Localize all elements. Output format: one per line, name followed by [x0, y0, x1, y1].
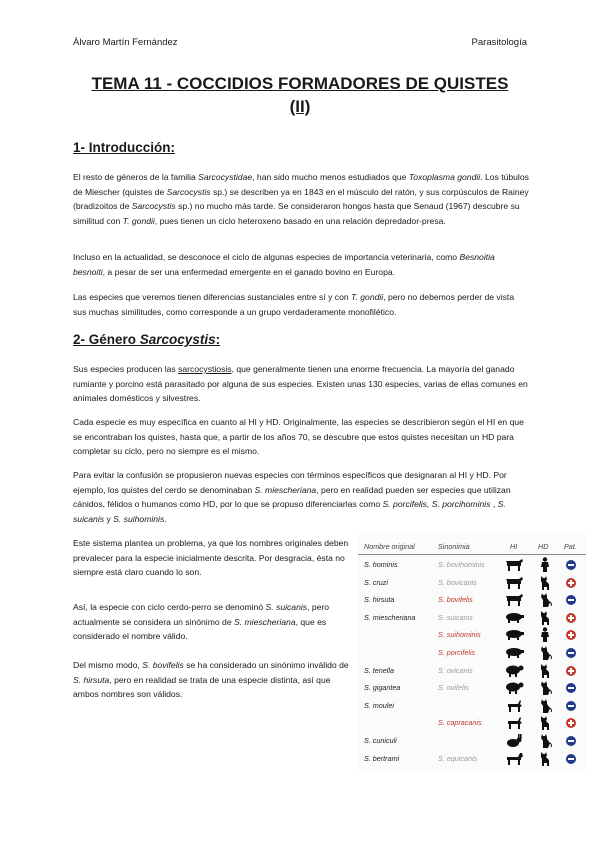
plus-circle-icon: [566, 630, 576, 640]
species-synonym: S. equicanis: [438, 753, 478, 763]
species-synonym: S. bovicanis: [438, 577, 477, 587]
pig-icon: [504, 611, 524, 624]
species-synonym: S. suihominis: [438, 630, 481, 640]
table-header: [358, 540, 586, 555]
species-synonym: S. capracanis: [438, 718, 482, 728]
species-table: [358, 534, 586, 770]
cat-icon: [538, 680, 552, 695]
pig-icon: [504, 628, 524, 641]
plus-circle-icon: [566, 666, 576, 676]
human-icon: [538, 627, 552, 642]
dog-icon: [538, 610, 552, 625]
sheep-icon: [504, 681, 524, 694]
sarco-paragraph-3: Para evitar la confusión se propusieron nuevas especies con términos específicos que designaran al HI y HD. Por ejemplo, los quistes del cerdo se denominaban S. miescheriana, pero en realidad pueden ser especies que utilizan cánidos, félidos o humanos como HD, por lo que se propuso diferenciarlas como S. porcifelis, S. porcihominis , S. suicanis y S. suihominis.: [73, 470, 511, 525]
subject: Parasitología: [471, 37, 527, 48]
species-name: S. hirsuta: [364, 595, 395, 605]
author: Álvaro Martín Fernández: [73, 37, 178, 48]
species-name: S. moulei: [364, 700, 394, 710]
table-row: [358, 732, 586, 750]
table-row: [358, 697, 586, 715]
cow-icon: [504, 576, 524, 589]
minus-circle-icon: [566, 736, 576, 746]
page-title: TEMA 11 - COCCIDIOS FORMADORES DE QUISTES (II): [91, 74, 509, 116]
human-icon: [538, 557, 552, 572]
species-name: S. cruzi: [364, 577, 388, 587]
species-name: S. miescheriana: [364, 612, 416, 622]
col-header-name: Nombre original: [364, 542, 415, 551]
dog-icon: [538, 751, 552, 766]
page-header: [73, 37, 527, 48]
species-name: S. gigantea: [364, 683, 401, 693]
goat-icon: [504, 699, 524, 712]
sarco-paragraph-5: Así, la especie con ciclo cerdo-perro se denominó S. suicanis, pero actualmente se considera un sinónimo de S. miescheriana, que es considerado el nombre válido.: [73, 602, 330, 642]
table-row: [358, 679, 586, 697]
cat-icon: [538, 733, 552, 748]
minus-circle-icon: [566, 754, 576, 764]
intro-paragraph-3: Las especies que veremos tienen diferencias sustanciales entre sí y con T. gondii, pero no debemos perder de vista sus muchas similitudes, como corresponde a un grupo verdaderamente monofilético.: [73, 292, 515, 317]
species-synonym: S. suicanis: [438, 612, 473, 622]
sarco-paragraph-4: Este sistema plantea un problema, ya que los nombres originales deben prevalecer para la especie inicialmente descrita. Por desgracia, ésta no siempre está claro cuando lo son.: [73, 538, 349, 578]
sarco-paragraph-6: Del mismo modo, S. bovifelis se ha considerado un sinónimo inválido de S. hirsuta, pero en realidad se trata de una especie distinta, así que ambos nombres son válidos.: [73, 660, 349, 700]
species-name: S. tenella: [364, 665, 394, 675]
table-row: [358, 556, 586, 574]
table-row: [358, 591, 586, 609]
pig-icon: [504, 646, 524, 659]
minus-circle-icon: [566, 701, 576, 711]
intro-paragraph-2: Incluso en la actualidad, se desconoce el ciclo de algunas especies de importancia veterinaria, como Besnoitia besnoiti, a pesar de ser una enfermedad emergente en el ganado bovino en Europa.: [73, 252, 495, 277]
species-synonym: S. ovifelis: [438, 683, 469, 693]
minus-circle-icon: [566, 560, 576, 570]
intro-paragraph-1: El resto de géneros de la familia Sarcocystidae, han sido mucho menos estudiados que Toxoplasma gondii. Los túbulos de Miescher (quistes de Sarcocystis sp.) se describen ya en 1843 en el músculo del ratón, y sus corpúsculos de Rainey (bradizoitos de Sarcocystis sp.) no mucho más tarde. Se consideraron hongos hasta que Senaud (1967) descubre su similitud con T. gondii, pues tienen un ciclo heteroxeno basado en una relación depredador-presa.: [73, 172, 529, 227]
cat-icon: [538, 698, 552, 713]
species-synonym: S. porcifelis: [438, 648, 476, 657]
plus-circle-icon: [566, 613, 576, 623]
col-header-synonym: Sinonimia: [438, 542, 470, 551]
col-header-pat: Pat.: [564, 542, 577, 551]
dog-icon: [538, 715, 552, 730]
table-row: [358, 626, 586, 644]
cat-icon: [538, 645, 552, 660]
col-header-hi: HI: [510, 542, 518, 551]
table-row: [358, 750, 586, 768]
species-name: S. bertrami: [364, 753, 400, 763]
table-row: [358, 574, 586, 592]
sarco-paragraph-2: Cada especie es muy específica en cuanto al HI y HD. Originalmente, las especies se describieron según el HI en que se encontraban los quistes, hasta que, a partir de los años 70, se descubre que estos quistes necesitan un HD para completar su ciclo, pero no siempre es el mismo.: [73, 417, 524, 457]
table-row: [358, 644, 586, 662]
col-header-hd: HD: [538, 542, 549, 551]
species-synonym: S. bovifelis: [438, 595, 473, 605]
sarcocystis-heading: 2- Género Sarcocystis:: [73, 332, 221, 347]
species-name: S. hominis: [364, 560, 398, 569]
minus-circle-icon: [566, 595, 576, 605]
plus-circle-icon: [566, 718, 576, 728]
rabbit-icon: [504, 734, 524, 747]
table-row: [358, 662, 586, 680]
cow-icon: [504, 593, 524, 606]
horse-icon: [504, 752, 524, 765]
plus-circle-icon: [566, 578, 576, 588]
table-row: [358, 714, 586, 732]
dog-icon: [538, 663, 552, 678]
goat-icon: [504, 716, 524, 729]
minus-circle-icon: [566, 648, 576, 658]
species-synonym: S. bovihominis: [438, 560, 485, 569]
minus-circle-icon: [566, 683, 576, 693]
sarco-paragraph-1: Sus especies producen las sarcocystiosis, que generalmente tienen una enorme frecuencia. La mayoría del ganado rumiante y porcino está parasitado por alguna de sus especies. Existen unas 130 especies, varias de ellas comunes en animales domésticos y silvestres.: [73, 364, 528, 404]
table-row: [358, 609, 586, 627]
cat-icon: [538, 592, 552, 607]
species-synonym: S. ovicanis: [438, 665, 473, 675]
cow-icon: [504, 558, 524, 571]
species-name: S. cuniculi: [364, 736, 397, 745]
intro-heading: 1- Introducción:: [73, 140, 175, 155]
sheep-icon: [504, 664, 524, 677]
dog-icon: [538, 575, 552, 590]
